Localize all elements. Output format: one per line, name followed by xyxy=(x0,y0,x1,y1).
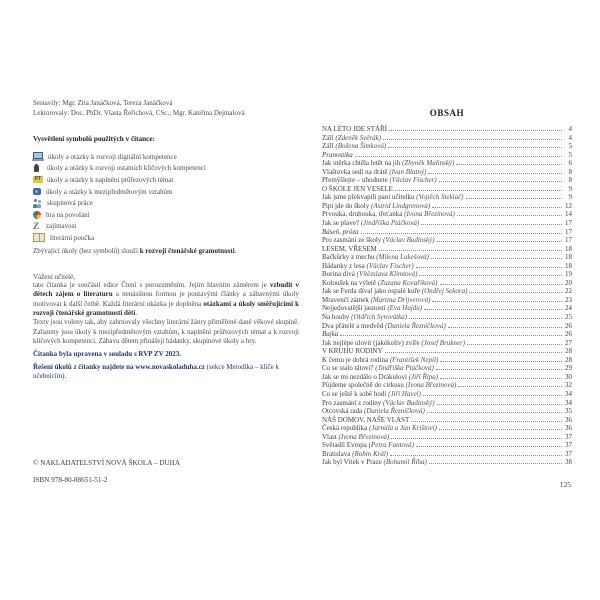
dot-leader xyxy=(437,241,562,242)
toc-row xyxy=(322,236,572,245)
toc-entry-title: Báseň, próza xyxy=(322,227,359,236)
toc-row xyxy=(322,381,572,390)
toc-entry-title: Půjdeme společně do cirkusu (Ivona Březinová) xyxy=(322,381,457,390)
texts-paragraph xyxy=(33,318,299,346)
toc-entry-page: 17 xyxy=(565,219,572,228)
toc-row xyxy=(322,262,572,271)
dot-leader xyxy=(421,224,562,225)
toc-entry-page: 34 xyxy=(565,389,572,398)
toc-entry-title: Jak utěrka chtěla letět na jih (Zbyněk Malinský) xyxy=(322,159,455,168)
dot-leader xyxy=(427,412,562,413)
toc-entry-title: Jak byl Vítek v Praze (Bohumil Říha) xyxy=(322,458,427,467)
toc-entry-page: 17 xyxy=(565,227,572,236)
dot-leader xyxy=(466,198,562,199)
toc-entry-author: (Václav Budinský) xyxy=(383,398,435,407)
dot-leader xyxy=(437,404,562,405)
toc-entry-author: (Václav Fischer) xyxy=(389,176,437,185)
symbol-label: úkoly a otázky k rozvoji ostatních klíčových kompetencí xyxy=(47,164,206,173)
toc-entry-author: (Jarmila a Jan Krištovi) xyxy=(369,424,437,433)
toc-entry-author: (Milena Lukešová) xyxy=(376,253,429,262)
toc-entry-author: (Božena Šimková) xyxy=(335,142,387,151)
toc-entry-title: Borina divá (Vítězslava Klimtová) xyxy=(322,270,418,279)
toc-entry-author: (Jiří Řípa) xyxy=(408,372,439,381)
toc-entry-author: (Daniela Řezníčková) xyxy=(363,407,425,416)
dot-leader xyxy=(416,267,562,268)
dot-leader xyxy=(428,173,562,174)
toc-row xyxy=(322,245,572,254)
dot-leader xyxy=(419,275,562,276)
toc-entry-title: Jak jsme překvapili paní učitelku (Vojtěch Steklač) xyxy=(322,193,464,202)
toc-entry-page: 6 xyxy=(568,159,572,168)
toc-entry-page: 5 xyxy=(568,142,572,151)
toc-entry-page: 36 xyxy=(565,424,572,433)
z-letter-icon: Z xyxy=(33,220,40,231)
dot-leader xyxy=(439,429,562,430)
toc-entry-page: 17 xyxy=(565,236,572,245)
symbol-row xyxy=(33,232,299,244)
text-run: Čítanka byla upravena v souladu s RVP ZV 2023. xyxy=(33,349,182,358)
dot-leader xyxy=(385,352,562,353)
toc-entry-title: Pro zasmání z rodiny (Václav Budinský) xyxy=(322,398,435,407)
toc-entry-title: Česká republika (Jarmila a Jan Krištovi) xyxy=(322,424,437,433)
toc-entry-title: Bratislava (Robin Král) xyxy=(322,449,389,458)
toc-entry-title: Září (Zdeněk Svěrák) xyxy=(322,133,382,142)
toc-entry-author: (Václav Budinský) xyxy=(383,236,435,245)
dot-leader xyxy=(456,164,562,165)
toc-entry-title: V KRUHU RODINY xyxy=(322,347,383,356)
toc-entry-author: (Vítězslava Klimtová) xyxy=(356,270,418,279)
toc-entry-author: (Zbyněk Malinský) xyxy=(402,159,455,168)
text-run: . xyxy=(135,308,138,317)
toc-entry-title: K čemu je dobrá rodina (František Nepil) xyxy=(322,355,439,364)
toc-entry-page: 28 xyxy=(565,355,572,364)
toc-row xyxy=(322,270,572,279)
page-number: 125 xyxy=(559,479,571,489)
toc-row xyxy=(322,202,572,211)
toc-entry-title: Přemýšlejte – uhodnete (Václav Fischer) xyxy=(322,176,437,185)
dot-leader xyxy=(448,327,562,328)
toc-entry-author: (Ivona Březinová) xyxy=(338,432,390,441)
toc-row xyxy=(322,185,572,194)
dot-leader xyxy=(457,215,562,216)
dot-leader xyxy=(431,258,562,259)
toc-entry-page: 5 xyxy=(568,150,572,159)
toc-entry-title: Pipi jde do školy (Astrid Lindgrenová) xyxy=(322,201,431,210)
dot-leader xyxy=(409,318,562,319)
toc-entry-author: (Petra Fantová) xyxy=(368,441,414,450)
dot-leader xyxy=(391,438,562,439)
dot-leader xyxy=(458,386,562,387)
toc-row xyxy=(322,168,572,177)
toc-row xyxy=(322,450,572,459)
dot-leader xyxy=(340,335,562,336)
toc-entry-title: Jak se Ferda díval jako ospalé kuře (Ondřej Sekora) xyxy=(322,287,468,296)
dot-leader xyxy=(424,309,562,310)
dot-leader xyxy=(379,250,562,251)
toc-entry-page: 38 xyxy=(565,458,572,467)
toc-entry-author: (Eva Hajdu) xyxy=(387,304,423,313)
toc-entry-page: 18 xyxy=(565,253,572,262)
toc-row xyxy=(322,193,572,202)
computer-icon xyxy=(33,152,43,159)
toc-entry-title: Co se stalo tátovi? (Jindřiška Ptáčková) xyxy=(322,364,434,373)
toc-row xyxy=(322,151,572,160)
symbol-row xyxy=(33,174,299,186)
toc-row xyxy=(322,253,572,262)
toc-entry-page: 36 xyxy=(565,415,572,424)
dot-leader xyxy=(440,284,563,285)
toc-row xyxy=(322,210,572,219)
toc-entry-author: (Oldřich Syrovátka) xyxy=(351,313,408,322)
toc-entry-title: Na houby (Oldřich Syrovátka) xyxy=(322,313,408,322)
dot-leader xyxy=(411,421,562,422)
toc-entry-page: 32 xyxy=(565,381,572,390)
symbol-row xyxy=(33,186,299,198)
symbol-label: literární poučka xyxy=(50,233,95,242)
dot-leader xyxy=(432,301,562,302)
toc-entry-title: Jak se plave? (Jindřiška Ptáčková) xyxy=(322,219,420,228)
toc-entry-page: 37 xyxy=(565,432,572,441)
toc-entry-title: LESEM, VŘESEM xyxy=(322,244,377,253)
toc-entry-author: (Daniela Řezníčková) xyxy=(384,321,446,330)
toc-entry-title: Prvouka, druhouka, třeťanka (Ivona Březinová) xyxy=(322,210,455,219)
toc-entry-author: (Ivan Blatný) xyxy=(389,167,427,176)
toc-row xyxy=(322,416,572,425)
toc-entry-page: 19 xyxy=(565,270,572,279)
toc-row xyxy=(322,287,572,296)
toc-row xyxy=(322,458,572,467)
toc-entry-page: 18 xyxy=(565,244,572,253)
toc-entry-author: (Jindřiška Ptáčková) xyxy=(375,364,434,373)
dot-leader xyxy=(395,190,562,191)
toc-entry-author: (Zuzana Kovaříková) xyxy=(377,278,438,287)
dot-leader xyxy=(440,378,562,379)
toc-row xyxy=(322,279,572,288)
ball-icon xyxy=(33,211,41,219)
toc-entry-author: (Vojtěch Steklač) xyxy=(416,193,464,202)
credits-compilers: Sestavily: Mgr. Zita Janáčková, Tereza Janáčková xyxy=(33,99,173,107)
right-page xyxy=(322,0,572,600)
symbol-row xyxy=(33,221,299,233)
toc-row xyxy=(322,304,572,313)
toc-row xyxy=(322,441,572,450)
toc-row xyxy=(322,322,572,331)
text-run: Texty jsou voleny tak, aby zahrnovaly všechny literární žánry přiměřené dané věkové skupině. Zařazeny jsou úkoly k mezipředmětovým vztahům, k naplnění průřezových témat a k rozvoji klíčových kompetencí. Zábavu dětem přinášejí hádanky, skupinové úkoly a hry. xyxy=(33,318,299,346)
text-run: Zbývající úkoly (bez symbolů) slouží xyxy=(33,246,140,255)
dot-leader xyxy=(389,130,562,131)
toc-entry-title: Pro zasmání ze školy (Václav Budinský) xyxy=(322,236,435,245)
toc-entry-title: Světadíl Evropa (Petra Fantová) xyxy=(322,441,414,450)
toc-entry-page: 9 xyxy=(568,184,572,193)
toc-row xyxy=(322,330,572,339)
toc-entry-title: Bačkůrky z mechu (Milena Lukešová) xyxy=(322,253,429,262)
dot-leader xyxy=(429,463,562,464)
toc-entry-page: 12 xyxy=(565,201,572,210)
symbol-label: úkoly a otázky k rozvoji digitální kompetence xyxy=(48,152,177,161)
rvp-note xyxy=(33,350,299,359)
toc-entry-author: (Bohumil Říha) xyxy=(383,458,427,467)
dot-leader xyxy=(440,361,562,362)
toc-entry-page: 8 xyxy=(568,176,572,185)
dot-leader xyxy=(390,455,562,456)
toc-entry-page: 35 xyxy=(565,407,572,416)
toc-row xyxy=(322,373,572,382)
toc-row xyxy=(322,313,572,322)
toc-entry-title: Mravenčí zámek (Martina Drijverová) xyxy=(322,295,431,304)
toc-row xyxy=(322,390,572,399)
toc-entry-page: 28 xyxy=(565,347,572,356)
teachers-greeting: Vážení učitelé, xyxy=(33,272,75,281)
dot-leader xyxy=(361,233,562,234)
toc-entry-title: Vlast (Ivona Březinová) xyxy=(322,432,390,441)
toc-list xyxy=(322,125,572,467)
toc-entry-title: NA LÉTO JDE STÁŘÍ xyxy=(322,125,388,133)
credits-reviewers: Lektorovaly: Doc. PhDr. Vlasta Řeřichová, CSc.; Mgr. Kateřina Dejmalová xyxy=(33,108,245,117)
symbols-title: Vysvětlení symbolů použitých v čítance: xyxy=(33,135,155,143)
toc-entry-page: 25 xyxy=(565,313,572,322)
toc-entry-page: 37 xyxy=(565,441,572,450)
publisher-copyright: © NAKLADATELSTVÍ NOVÁ ŠKOLA – DUHA xyxy=(33,459,181,467)
toc-entry-author: (Robin Král) xyxy=(352,449,389,458)
toc-row xyxy=(322,356,572,365)
book-icon xyxy=(33,233,45,242)
toc-row xyxy=(322,364,572,373)
remaining-tasks-note xyxy=(33,247,299,255)
toc-entry-title: Otcovská rada (Daniela Řezníčková) xyxy=(322,407,425,416)
imprint-block xyxy=(33,455,180,489)
group-icon xyxy=(33,199,42,208)
toc-entry-page: 27 xyxy=(565,338,572,347)
left-page xyxy=(33,0,299,600)
toc-entry-author: (Jiří Havel) xyxy=(388,389,421,398)
puzzle-icon xyxy=(33,188,41,195)
toc-entry-page: 24 xyxy=(565,304,572,313)
toc-entry-page: 26 xyxy=(565,321,572,330)
solutions-note xyxy=(33,363,299,382)
key-icon xyxy=(34,164,39,172)
toc-entry-page: 30 xyxy=(565,372,572,381)
text-run: Řešení úkolů z čítanky najdete na www.novaskoladuha.cz xyxy=(33,363,205,371)
toc-entry-title: Co se ještě k sobě hodí (Jiří Havel) xyxy=(322,389,421,398)
toc-row xyxy=(322,433,572,442)
symbol-row xyxy=(33,209,299,221)
toc-entry-title: Jak nejlépe ulovit (jakékoliv) zvíře (Josef Brukner) xyxy=(322,338,466,347)
toc-entry-page: 37 xyxy=(565,449,572,458)
symbol-label: skupinová práce xyxy=(47,199,93,208)
dot-leader xyxy=(467,344,562,345)
toc-entry-title: Jak se mi nezdálo o Drákulovi (Jiří Řípa) xyxy=(322,372,439,381)
toc-entry-title: Nejjedovatější jasnosti (Eva Hajdu) xyxy=(322,304,423,313)
toc-entry-author: (Josef Brukner) xyxy=(421,338,466,347)
text-run: . xyxy=(234,246,237,255)
toc-entry-page: 22 xyxy=(565,287,572,296)
toc-entry-page: 23 xyxy=(565,295,572,304)
dot-leader xyxy=(416,446,562,447)
toc-entry-title: Koloušek na výletě (Zuzana Kovaříková) xyxy=(322,278,438,287)
toc-entry-page: 9 xyxy=(568,193,572,202)
intro-paragraph xyxy=(33,281,299,319)
toc-row xyxy=(322,125,572,134)
toc-entry-page: 29 xyxy=(565,364,572,373)
toc-entry-page: 34 xyxy=(565,398,572,407)
toc-row xyxy=(322,134,572,143)
toc-entry-page: 8 xyxy=(568,167,572,176)
toc-row xyxy=(322,424,572,433)
toc-entry-title: Září (Božena Šimková) xyxy=(322,142,387,151)
toc-entry-page: 4 xyxy=(568,125,572,133)
symbol-row xyxy=(33,197,299,209)
toc-entry-title: Bajka xyxy=(322,330,339,339)
credits-block xyxy=(33,99,299,118)
toc-title: OBSAH xyxy=(429,108,465,118)
text-run: a nenásilnou formou je poutavými články a zábavnými úkoly motivovat k další četbě. Každá literární ukázka je doplněna xyxy=(33,290,299,308)
toc-entry-page: 18 xyxy=(565,261,572,270)
dot-leader xyxy=(436,369,562,370)
toc-entry-title: Pranostika xyxy=(322,150,353,159)
toc-row xyxy=(322,296,572,305)
toc-entry-author: (Ondřej Sekora) xyxy=(421,287,468,296)
symbols-list xyxy=(33,151,299,244)
dot-leader xyxy=(388,147,562,148)
dot-leader xyxy=(469,292,562,293)
text-run: k rozvoji čtenářské gramotnosti xyxy=(139,246,235,255)
toc-entry-page: 4 xyxy=(568,133,572,142)
toc-entry-author: (Martina Drijverová) xyxy=(370,295,431,304)
toc-entry-author: (Ivona Březinová) xyxy=(404,210,455,219)
toc-row xyxy=(322,347,572,356)
text-run: tato čítanka je součástí edice Čtení s porozuměním. Jejím hlavním záměrem je xyxy=(33,280,270,289)
text-run: vzbudit v dětech zájem o literaturu xyxy=(33,280,300,299)
toc-entry-title: O ŠKOLE JEN VESELE xyxy=(322,184,393,193)
toc-row xyxy=(322,228,572,237)
toc-entry-title: Hádanky z lesa (Václav Fischer) xyxy=(322,261,414,270)
dot-leader xyxy=(432,207,562,208)
symbol-label: úkoly a otázky k naplnění průřezových témat xyxy=(47,175,174,184)
pt-badge-icon: PT xyxy=(34,176,42,183)
toc-entry-title: Vlaštovka sedí na drátě (Ivan Blatný) xyxy=(322,167,427,176)
dot-leader xyxy=(423,395,562,396)
toc-entry-author: (Ivona Březinová) xyxy=(405,381,457,390)
toc-entry-author: (Jindřiška Ptáčková) xyxy=(360,219,420,228)
toc-entry-author: (Zdeněk Svěrák) xyxy=(335,133,382,142)
symbol-label: úkoly a otázky k mezipředmětovým vztahům xyxy=(46,187,173,196)
toc-entry-title: Dva přátelé a medvěd (Daniela Řezníčková) xyxy=(322,321,446,330)
toc-row xyxy=(322,159,572,168)
toc-entry-author: (František Nepil) xyxy=(389,355,439,364)
toc-row xyxy=(322,407,572,416)
toc-row xyxy=(322,219,572,228)
toc-row xyxy=(322,142,572,151)
toc-row xyxy=(322,339,572,348)
dot-leader xyxy=(383,139,562,140)
toc-entry-author: (Astrid Lindgrenová) xyxy=(371,201,431,210)
toc-row xyxy=(322,399,572,408)
isbn: ISBN 978-80-88651-51-2 xyxy=(33,476,108,484)
symbol-label: hra na povolání xyxy=(46,210,90,219)
text-run: (sekce Metodika – klíče k učebnicím). xyxy=(33,363,279,381)
symbol-row xyxy=(33,151,299,163)
symbol-label: zajímavost xyxy=(46,222,77,231)
toc-entry-author: (Václav Fischer) xyxy=(366,261,414,270)
toc-entry-title: NÁŠ DOMOV, NAŠE VLAST xyxy=(322,415,410,424)
toc-entry-page: 14 xyxy=(565,210,572,219)
dot-leader xyxy=(355,156,562,157)
toc-entry-page: 26 xyxy=(565,330,572,339)
text-run: otázkami a úkoly směřujícími k rozvoji čtenářské gramotnosti dětí xyxy=(33,299,299,317)
toc-entry-page: 20 xyxy=(565,278,572,287)
symbol-row xyxy=(33,163,299,175)
toc-row xyxy=(322,176,572,185)
dot-leader xyxy=(439,181,562,182)
